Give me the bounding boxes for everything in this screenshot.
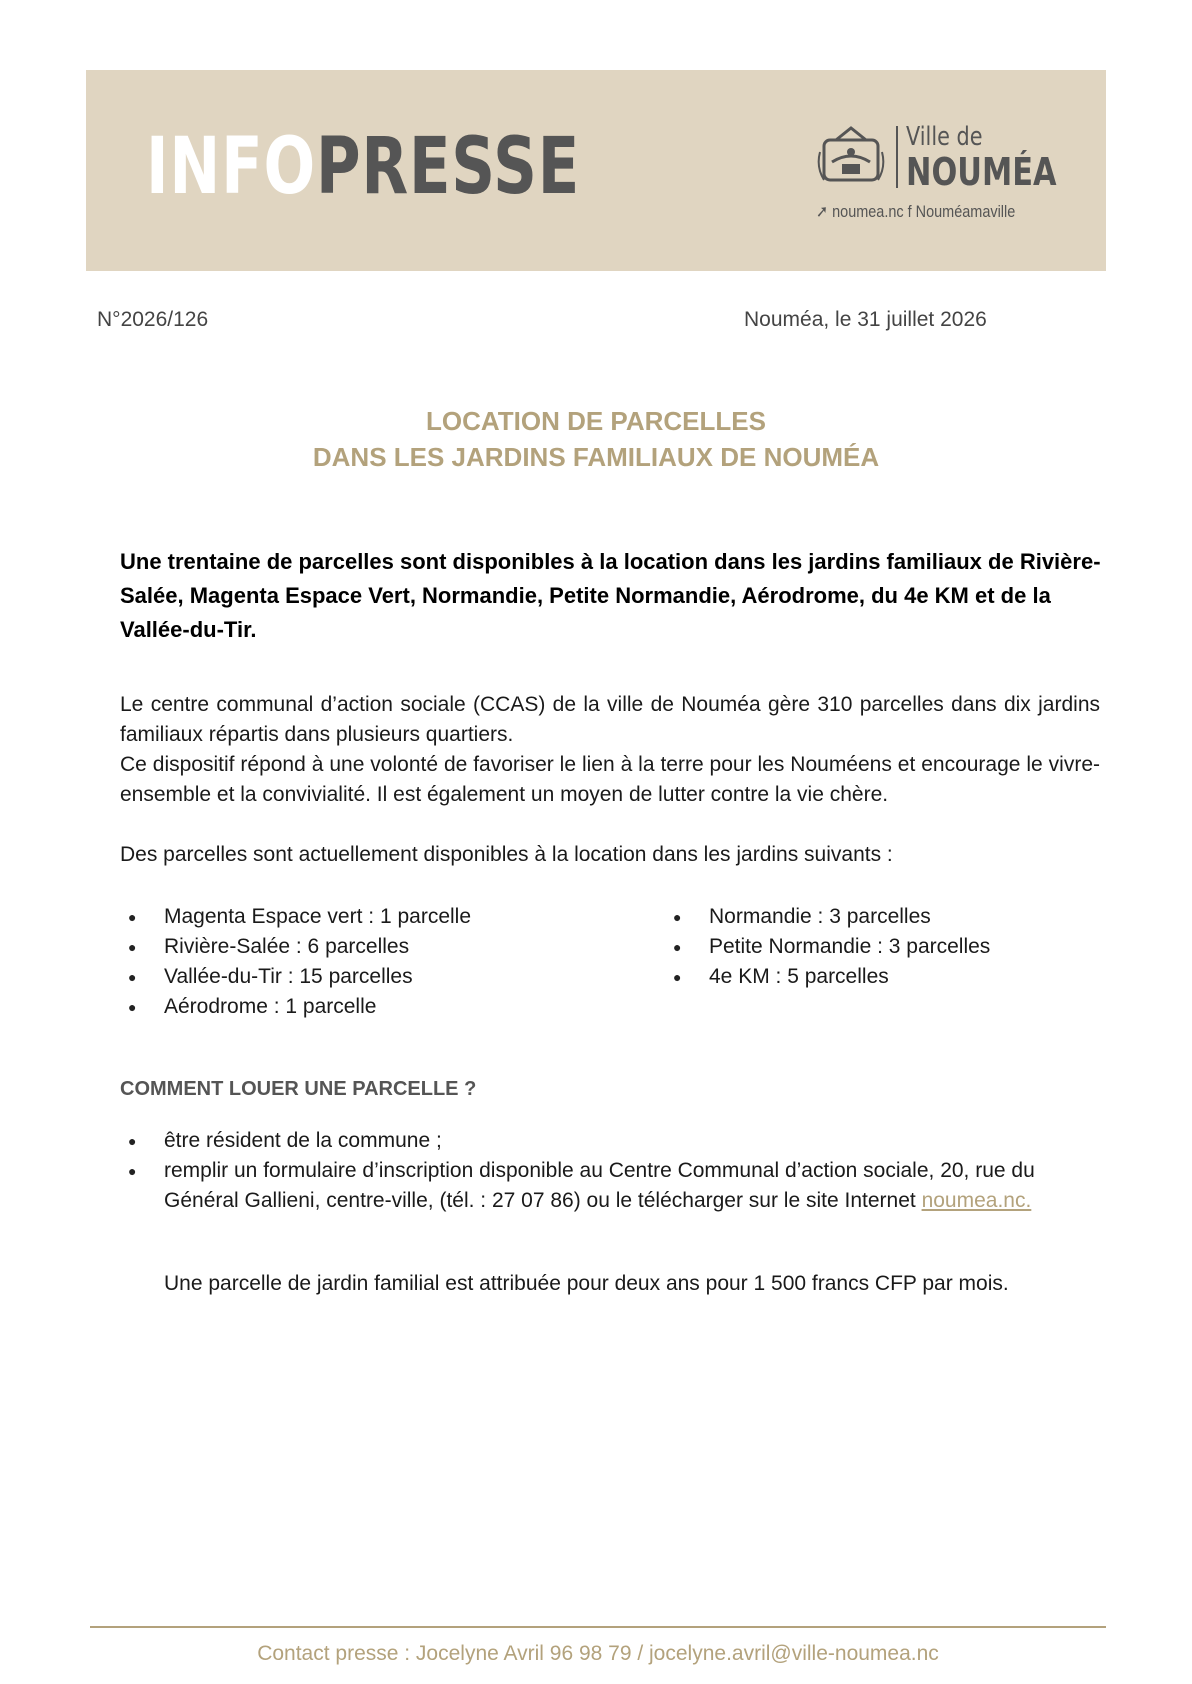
list-item	[120, 1156, 1100, 1216]
logo-ville-text: Ville de	[906, 122, 983, 152]
logo-separator	[896, 126, 898, 188]
howto-steps	[120, 1126, 1100, 1216]
footer-divider	[90, 1626, 1106, 1628]
list-item: ● Vallée-du-Tir : 15 parcelles	[120, 962, 471, 992]
press-release-date: Nouméa, le 31 juillet 2026	[744, 308, 987, 331]
list-item: ● être résident de la commune ;	[120, 1126, 1100, 1156]
banner-title-presse: PRESSE	[315, 122, 581, 212]
press-release-number: N°2026/126	[97, 308, 209, 331]
gardens-list-right	[665, 902, 990, 992]
available-paragraph: Des parcelles sont actuellement disponibles à la location dans les jardins suivants :	[120, 843, 893, 866]
page-title-line1: LOCATION DE PARCELLES	[426, 406, 766, 436]
list-item: ● Magenta Espace vert : 1 parcelle	[120, 902, 471, 932]
press-contact: Contact presse : Jocelyne Avril 96 98 79 / jocelyne.avril@ville-noumea.nc	[257, 1642, 939, 1665]
gardens-list-left	[120, 902, 471, 1022]
intro-paragraph	[120, 690, 1100, 810]
intro-paragraph-b: Ce dispositif répond à une volonté de favoriser le lien à la terre pour les Nouméens et encourage le vivre-ensemble et la convivialité. Il est également un moyen de lutter contre la vie chère.	[120, 753, 1100, 806]
banner-title	[146, 122, 581, 212]
howto-heading: COMMENT LOUER UNE PARCELLE ?	[120, 1078, 477, 1100]
price-note: Une parcelle de jardin familial est attribuée pour deux ans pour 1 500 francs CFP par mois.	[164, 1272, 1009, 1295]
list-item: ● Normandie : 3 parcelles	[665, 902, 990, 932]
logo-links: ➚ noumea.nc f Nouméamaville	[816, 202, 1016, 221]
lead-paragraph: Une trentaine de parcelles sont disponibles à la location dans les jardins familiaux de Rivière-Salée, Magenta Espace Vert, Normandie, Petite Normandie, Aérodrome, du 4e KM et de la Vallée-du-Tir.	[120, 549, 1101, 642]
page-title	[86, 403, 1106, 475]
list-item: ● 4e KM : 5 parcelles	[665, 962, 990, 992]
banner-title-info: INFO	[146, 122, 316, 212]
logo-noumea-text: NOUMÉA	[906, 150, 1057, 194]
page-title-line2: DANS LES JARDINS FAMILIAUX DE NOUMÉA	[312, 442, 880, 472]
intro-paragraph-a: Le centre communal d’action sociale (CCAS) de la ville de Nouméa gère 310 parcelles dans dix jardins familiaux répartis dans plusieurs quartiers.	[120, 693, 1100, 746]
list-item: ● Rivière-Salée : 6 parcelles	[120, 932, 471, 962]
list-item: ● Petite Normandie : 3 parcelles	[665, 932, 990, 962]
city-logo	[816, 122, 1056, 222]
list-item: ● Aérodrome : 1 parcelle	[120, 992, 471, 1022]
header-banner	[86, 70, 1106, 271]
step2-text: remplir un formulaire d’inscription disponible au Centre Communal d’action sociale, 20, rue du Général Gallieni, centre-ville, (tél. : 27 07 86) ou le télécharger sur le site Internet	[164, 1159, 1035, 1212]
website-link[interactable]: noumea.nc.	[921, 1189, 1032, 1212]
city-seal-icon	[816, 122, 886, 192]
